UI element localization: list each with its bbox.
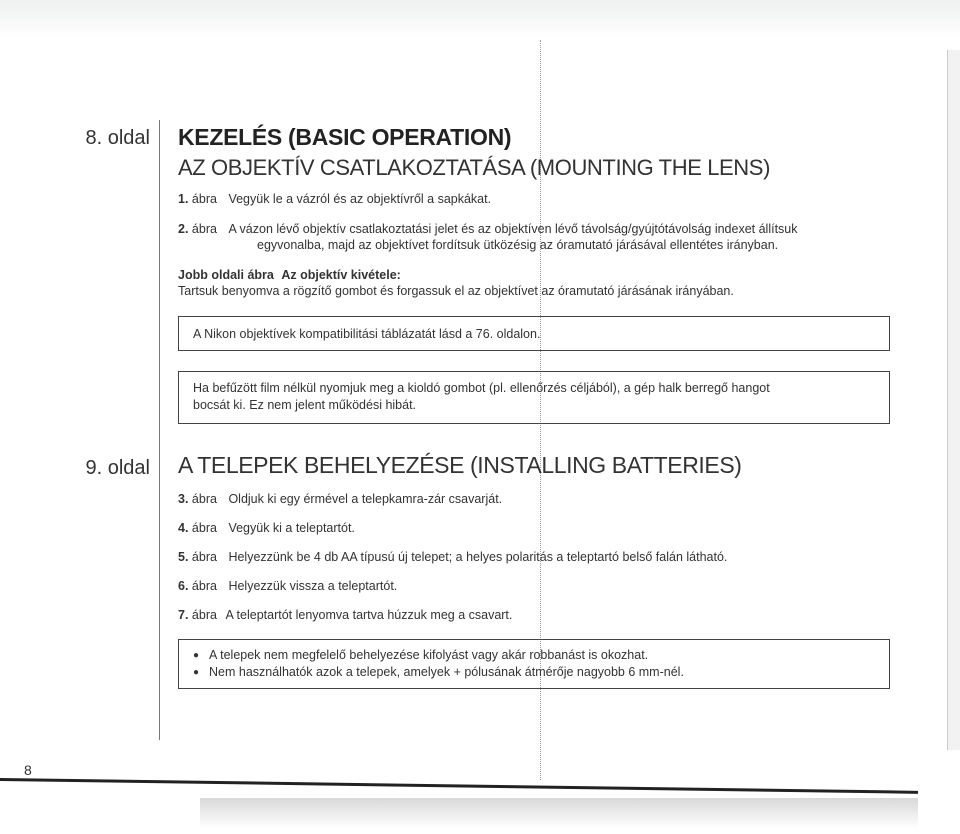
warning-bullet [193, 647, 875, 664]
figure-6-step [178, 578, 890, 594]
figure-1-step [178, 191, 890, 207]
figure-text: A vázon lévő objektív csatlakoztatási jelet és az objektíven lévő távolság/gyújtótávolság indexet állítsuk [228, 222, 798, 236]
scan-edge-right [947, 50, 960, 750]
figure-text: Helyezzünk be 4 db AA típusú új telepet; a helyes polaritás a teleptartó belső falán látható. [228, 550, 728, 564]
figure-number: 7. [178, 608, 189, 622]
note-text-line-2: bocsát ki. Ez nem jelent működési hibát. [193, 398, 417, 412]
warning-text: A telepek nem megfelelő behelyezése kifolyást vagy akár robbanást is okozhat. [209, 648, 649, 662]
figure-word: ábra [191, 521, 217, 535]
vertical-rule [159, 120, 160, 740]
figure-number: 4. [178, 521, 189, 535]
figure-7-step [178, 607, 890, 623]
subsection-title-mounting: AZ OBJEKTÍV CSATLAKOZTATÁSA (MOUNTING THE LENS) [178, 155, 770, 180]
right-figure-text: Tartsuk benyomva a rögzítő gombot és forgassuk el az objektívet az óramutató járásának irányában. [178, 284, 734, 298]
figure-word: ábra [191, 550, 217, 564]
bullet-icon: ● [193, 650, 200, 661]
page-number: 8 [24, 762, 32, 778]
right-figure-heading [178, 267, 890, 283]
section-title-basic-operation: KEZELÉS (BASIC OPERATION) [178, 124, 512, 150]
note-box-shutter [178, 371, 890, 424]
figure-word: ábra [191, 222, 217, 236]
warning-text: Nem használhatók azok a telepek, amelyek + pólusának átmérője nagyobb 6 mm-nél. [209, 665, 684, 679]
scan-edge-top [0, 0, 960, 40]
figure-text-continued: egyvonalba, majd az objektívet fordítsuk ütközésig az óramutató járásával ellentétes irányban. [257, 238, 779, 252]
figure-text: A teleptartót lenyomva tartva húzzuk meg a csavart. [225, 608, 513, 622]
bullet-icon: ● [193, 667, 200, 678]
note-text: A Nikon objektívek kompatibilitási táblázatát lásd a 76. oldalon. [193, 327, 541, 341]
figure-word: ábra [191, 608, 217, 622]
note-text-line-1: Ha befűzött film nélkül nyomjuk meg a kioldó gombot (pl. ellenőrzés céljából), a gép halk berregő hangot [193, 381, 770, 395]
side-label-page-8: 8. oldal [85, 127, 150, 149]
warning-box-batteries [178, 639, 890, 689]
right-figure-label: Jobb oldali ábra [178, 268, 274, 282]
figure-word: ábra [191, 192, 217, 206]
figure-word: ábra [191, 492, 217, 506]
scan-shadow-bottom [200, 798, 918, 828]
figure-3-step [178, 491, 890, 507]
figure-2-step [178, 221, 890, 253]
figure-4-step [178, 520, 890, 536]
figure-number: 2. [178, 222, 189, 236]
warning-bullet [193, 664, 875, 681]
figure-word: ábra [191, 579, 217, 593]
right-figure-title: Az objektív kivétele: [281, 268, 401, 282]
figure-number: 5. [178, 550, 189, 564]
note-box-compatibility [178, 316, 890, 351]
side-label-page-9: 9. oldal [85, 457, 150, 479]
figure-text: Oldjuk ki egy érmével a telepkamra-zár csavarját. [228, 492, 503, 506]
figure-text: Vegyük ki a teleptartót. [228, 521, 355, 535]
figure-text: Vegyük le a vázról és az objektívről a sapkákat. [228, 192, 492, 206]
figure-number: 3. [178, 492, 189, 506]
section-installing-batteries [178, 452, 890, 623]
figure-5-step [178, 549, 890, 565]
section-basic-operation [178, 124, 890, 299]
figure-number: 6. [178, 579, 189, 593]
figure-text: Helyezzük vissza a teleptartót. [228, 579, 398, 593]
bottom-rule [0, 778, 918, 794]
figure-number: 1. [178, 192, 189, 206]
section-title-batteries: A TELEPEK BEHELYEZÉSE (INSTALLING BATTERIES) [178, 452, 742, 478]
